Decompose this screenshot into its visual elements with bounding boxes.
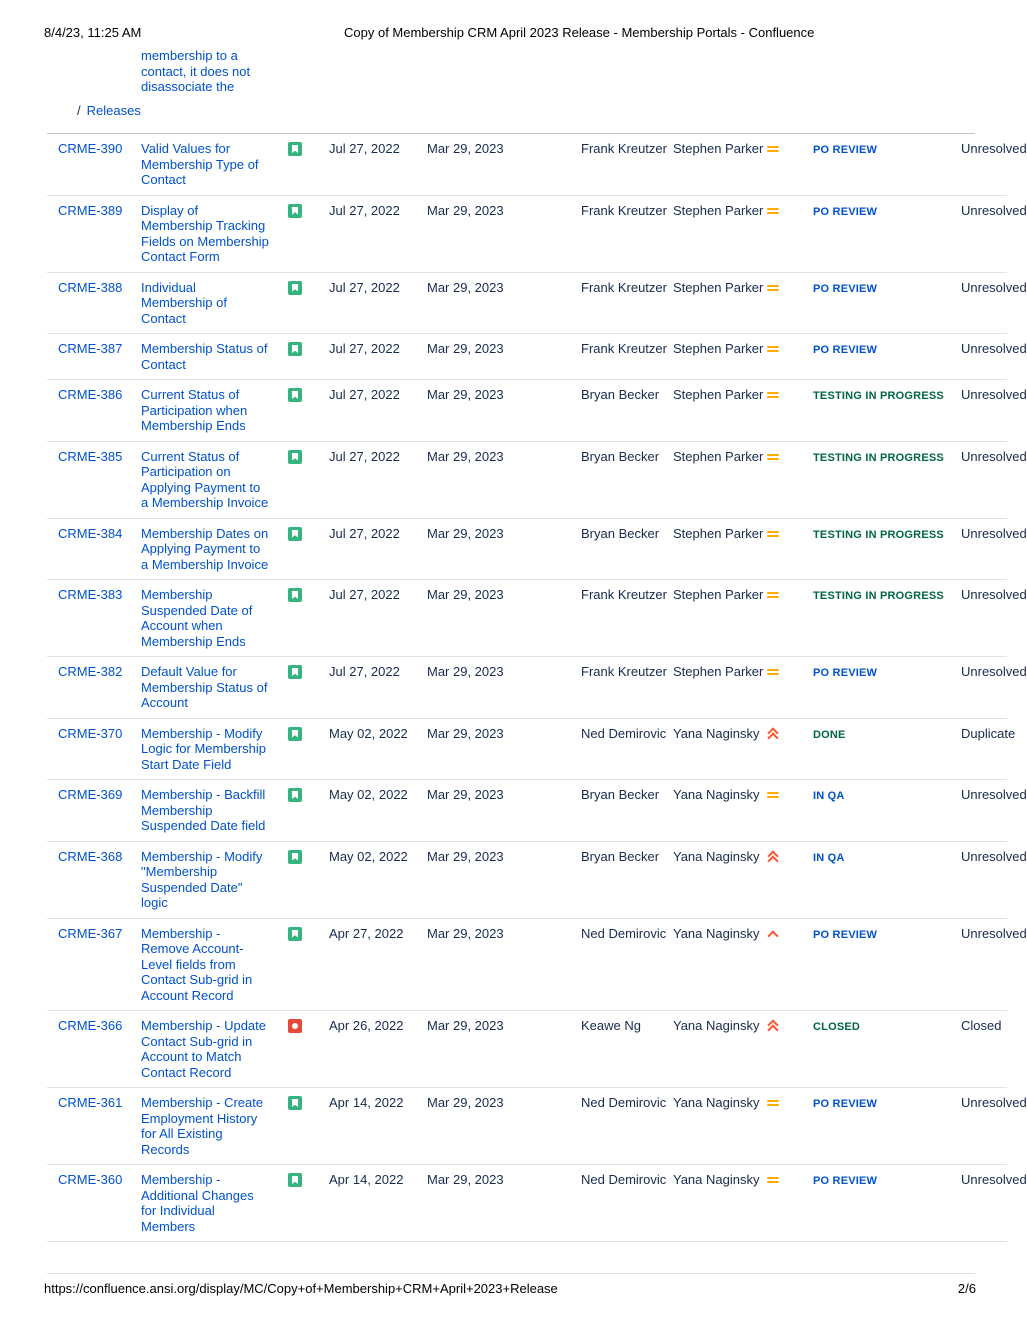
issue-resolution: Unresolved [961,1095,1027,1110]
issue-status-cell [813,657,961,719]
table-row [47,195,1007,272]
issue-key-link[interactable]: CRME-389 [47,195,141,272]
issue-key-link[interactable]: CRME-384 [47,518,141,580]
issue-resolution-cell [961,334,1027,380]
issue-summary-link[interactable]: Default Value for Membership Status of Account [141,664,268,710]
print-datetime: 8/4/23, 11:25 AM [44,25,142,40]
status-badge: TESTING IN PROGRESS [813,390,944,402]
issue-created-date: Apr 14, 2022 [329,1088,427,1165]
issue-key-link[interactable]: CRME-360 [47,1165,141,1242]
issue-priority-cell [766,580,813,657]
issue-created-date: May 02, 2022 [329,780,427,842]
issue-updated-date: Mar 29, 2023 [427,380,581,442]
issue-updated-date: Mar 29, 2023 [427,272,581,334]
issue-key-link[interactable]: CRME-382 [47,657,141,719]
issue-reporter: Yana Naginsky [673,780,766,842]
issue-priority-cell [766,1011,813,1088]
issue-type-cell [287,841,329,918]
table-row [47,918,1007,1011]
issue-updated-date: Mar 29, 2023 [427,918,581,1011]
issue-type-cell [287,918,329,1011]
story-icon [288,1173,302,1187]
issue-reporter: Yana Naginsky [673,1165,766,1242]
issue-created-date: May 02, 2022 [329,841,427,918]
issue-key-link[interactable]: CRME-387 [47,334,141,380]
story-icon [288,142,302,156]
issue-summary-link[interactable]: Current Status of Participation on Applying Payment to a Membership Invoice [141,448,269,510]
table-row [47,272,1007,334]
issue-type-cell [287,1011,329,1088]
issue-created-date: Jul 27, 2022 [329,518,427,580]
issue-summary-cell [141,518,287,580]
issue-assignee: Bryan Becker [581,518,673,580]
issue-summary-cell [141,580,287,657]
issue-summary-cell [141,841,287,918]
story-icon [288,665,302,679]
issue-reporter: Stephen Parker [673,580,766,657]
issue-status-cell [813,1088,961,1165]
issue-resolution-cell [961,1165,1027,1242]
issue-summary-cell [141,334,287,380]
issue-resolution-cell [961,918,1027,1011]
highest-priority-icon [766,850,780,864]
issue-status-cell [813,334,961,380]
story-icon [288,342,302,356]
breadcrumb [77,103,141,118]
issue-assignee: Ned Demirovic [581,1088,673,1165]
issue-reporter: Stephen Parker [673,380,766,442]
medium-priority-icon [766,388,780,402]
breadcrumb-link-releases[interactable]: Releases [86,103,141,118]
issue-resolution: Unresolved [961,1172,1027,1187]
issue-resolution-cell [961,380,1027,442]
issue-reporter: Yana Naginsky [673,918,766,1011]
issue-created-date: Jul 27, 2022 [329,380,427,442]
issue-reporter: Stephen Parker [673,195,766,272]
issue-reporter: Stephen Parker [673,272,766,334]
medium-priority-icon [766,342,780,356]
medium-priority-icon [766,665,780,679]
issue-resolution: Unresolved [961,525,1027,541]
issue-type-cell [287,1088,329,1165]
status-badge: DONE [813,728,846,741]
issue-type-cell [287,272,329,334]
issue-resolution-cell [961,134,1027,195]
issue-assignee: Bryan Becker [581,780,673,842]
issue-summary-link[interactable]: Current Status of Participation when Membership Ends [141,387,248,433]
issue-summary-link[interactable]: Membership Status of Contact [141,341,268,372]
issue-updated-date: Mar 29, 2023 [427,1011,581,1088]
issue-summary-cell [141,1088,287,1165]
issue-summary-cell [141,272,287,334]
issue-resolution-cell [961,718,1016,780]
issue-resolution: Duplicate [961,725,1016,741]
issue-created-date: Jul 27, 2022 [329,334,427,380]
issue-key-link[interactable]: CRME-390 [47,134,141,195]
medium-priority-icon [766,788,780,802]
issue-updated-date: Mar 29, 2023 [427,657,581,719]
issue-priority-cell [766,334,813,380]
table-row [47,380,1007,442]
issue-updated-date: Mar 29, 2023 [427,134,581,195]
issue-resolution-cell [961,1011,1007,1088]
story-icon [288,204,302,218]
issue-reporter: Yana Naginsky [673,841,766,918]
issue-summary-cell [141,657,287,719]
chevron-up-icon [767,930,778,941]
issue-key-link[interactable]: CRME-361 [47,1088,141,1165]
issue-resolution: Unresolved [961,664,1027,679]
print-header [44,25,976,41]
table-row [47,518,1007,580]
issue-assignee: Ned Demirovic [581,918,673,1011]
issue-resolution: Unresolved [961,448,1027,464]
issue-updated-date: Mar 29, 2023 [427,441,581,518]
issue-status-cell [813,134,961,195]
issue-created-date: Jul 27, 2022 [329,195,427,272]
issue-priority-cell [766,195,813,272]
table-row [47,1088,1007,1165]
issue-resolution-cell [961,1088,1027,1165]
jira-issues-table [47,133,1027,1242]
issue-key-link[interactable]: CRME-368 [47,841,141,918]
status-badge: TESTING IN PROGRESS [813,528,944,541]
table-row [47,657,1007,719]
status-badge: PO REVIEW [813,282,878,295]
status-badge: IN QA [813,851,845,864]
highest-priority-icon [766,727,780,741]
issue-priority-cell [766,441,813,518]
status-badge: PO REVIEW [813,667,878,679]
issue-reporter: Stephen Parker [673,134,766,195]
issue-resolution: Unresolved [961,387,1027,402]
issue-summary-link[interactable]: Membership Suspended Date of Account when Membership Ends [141,587,253,649]
issue-summary-cell [141,780,287,842]
issue-created-date: Jul 27, 2022 [329,272,427,334]
issue-summary-link[interactable]: Membership Dates on Applying Payment to a Membership Invoice [141,525,269,572]
issue-updated-date: Mar 29, 2023 [427,780,581,842]
story-icon [288,450,302,464]
story-icon [288,727,302,741]
table-row [47,441,1007,518]
issue-assignee: Frank Kreutzer [581,657,673,719]
issue-assignee: Frank Kreutzer [581,580,673,657]
issue-type-cell [287,380,329,442]
issue-created-date: Jul 27, 2022 [329,657,427,719]
medium-priority-icon [766,588,780,602]
story-icon [288,588,302,602]
story-icon [288,788,302,802]
issue-resolution-cell [961,841,1027,918]
issue-summary-link[interactable]: Membership - Update Contact Sub-grid in Account to Match Contact Record [141,1018,266,1080]
issue-assignee: Bryan Becker [581,380,673,442]
issue-status-cell [813,518,961,580]
table-row [47,334,1007,380]
highest-priority-icon [766,1019,780,1033]
story-icon [288,1096,302,1110]
issue-priority-cell [766,134,813,195]
table-row [47,134,1007,195]
status-badge: PO REVIEW [813,1098,878,1110]
issue-status-cell [813,195,961,272]
issue-type-cell [287,780,329,842]
issue-summary-link[interactable]: Membership - Backfill Membership Suspended Date field [141,787,266,833]
issue-reporter: Yana Naginsky [673,1011,766,1088]
issue-resolution-cell [961,195,1027,272]
issue-priority-cell [766,1165,813,1242]
issue-priority-cell [766,841,813,918]
issue-summary-cell [141,718,287,780]
issue-resolution-cell [961,580,1027,657]
footer-divider [47,1273,975,1274]
issue-created-date: Jul 27, 2022 [329,441,427,518]
issue-updated-date: Mar 29, 2023 [427,841,581,918]
issue-key-link[interactable]: CRME-367 [47,918,141,1011]
issue-priority-cell [766,1088,813,1165]
issue-summary-link[interactable]: Display of Membership Tracking Fields on Membership Contact Form [141,202,269,264]
issue-resolution-cell [961,441,1027,518]
issue-summary-cell [141,195,287,272]
medium-priority-icon [766,527,780,541]
issue-priority-cell [766,380,813,442]
issue-assignee: Ned Demirovic [581,718,673,780]
status-badge: PO REVIEW [813,205,878,218]
table-row [47,580,1007,657]
status-badge: PO REVIEW [813,144,878,156]
issue-status-cell [813,918,961,1011]
status-badge: IN QA [813,790,845,802]
issue-priority-cell [766,518,813,580]
high-priority-icon [766,927,780,941]
issue-priority-cell [766,718,813,780]
issue-summary-link[interactable]: Individual Membership of Contact [141,279,227,326]
issue-key-link[interactable]: CRME-383 [47,580,141,657]
table-row [47,1011,1007,1088]
medium-priority-icon [766,1096,780,1110]
issue-resolution-cell [961,780,1027,842]
bug-icon [288,1019,302,1033]
issue-priority-cell [766,918,813,1011]
story-icon [288,281,302,295]
issue-summary-link[interactable]: Membership - Create Employment History for All Existing Records [141,1095,264,1157]
issue-summary-cell [141,1165,287,1242]
issue-summary-link[interactable]: Membership - Modify Logic for Membership Start Date Field [141,725,266,772]
issue-resolution-cell [961,657,1027,719]
issue-created-date: Apr 26, 2022 [329,1011,427,1088]
status-badge: PO REVIEW [813,1175,878,1187]
issue-reporter: Stephen Parker [673,657,766,719]
issue-assignee: Ned Demirovic [581,1165,673,1242]
issue-reporter: Stephen Parker [673,441,766,518]
issue-type-cell [287,441,329,518]
issue-key-link[interactable]: CRME-385 [47,441,141,518]
issue-type-cell [287,134,329,195]
issue-resolution: Unresolved [961,587,1027,602]
issue-resolution: Unresolved [961,787,1027,802]
print-url: https://confluence.ansi.org/display/MC/Copy+of+Membership+CRM+April+2023+Release [44,1281,558,1296]
issue-assignee: Frank Kreutzer [581,272,673,334]
issue-updated-date: Mar 29, 2023 [427,1165,581,1242]
table-row [47,1165,1007,1242]
issue-summary-link[interactable]: Valid Values for Membership Type of Contact [141,141,259,187]
issue-type-cell [287,1165,329,1242]
issue-resolution: Unresolved [961,848,1027,864]
table-row [47,718,1007,780]
issue-status-cell [813,780,961,842]
breadcrumb-separator: / [77,103,81,118]
medium-priority-icon [766,281,780,295]
issue-created-date: Jul 27, 2022 [329,580,427,657]
medium-priority-icon [766,142,780,156]
issue-reporter: Yana Naginsky [673,718,766,780]
issue-resolution: Unresolved [961,279,1027,295]
issue-created-date: Apr 14, 2022 [329,1165,427,1242]
issue-status-cell [813,841,961,918]
issue-status-cell [813,718,961,780]
print-page-title: Copy of Membership CRM April 2023 Release - Membership Portals - Confluence [344,25,815,40]
issue-status-cell [813,272,961,334]
print-page-number: 2/6 [957,1281,976,1296]
issue-assignee: Bryan Becker [581,441,673,518]
issue-key-link[interactable]: CRME-386 [47,380,141,442]
issue-updated-date: Mar 29, 2023 [427,1088,581,1165]
issue-created-date: May 02, 2022 [329,718,427,780]
issue-created-date: Jul 27, 2022 [329,134,427,195]
issue-key-link[interactable]: CRME-369 [47,780,141,842]
issue-assignee: Keawe Ng [581,1011,673,1088]
medium-priority-icon [766,450,780,464]
issue-resolution-cell [961,518,1027,580]
issue-key-link[interactable]: CRME-370 [47,718,141,780]
issue-type-cell [287,718,329,780]
issue-created-date: Apr 27, 2022 [329,918,427,1011]
table-row [47,780,1007,842]
status-badge: PO REVIEW [813,344,878,356]
issue-reporter: Yana Naginsky [673,1088,766,1165]
status-badge: TESTING IN PROGRESS [813,590,944,602]
issue-summary-link[interactable]: Membership - Additional Changes for Individual Members [141,1172,254,1234]
issue-key-link[interactable]: CRME-388 [47,272,141,334]
issue-status-cell [813,380,961,442]
issue-status-cell [813,1165,961,1242]
issue-resolution: Unresolved [961,341,1027,356]
issue-priority-cell [766,780,813,842]
story-icon [288,388,302,402]
issue-assignee: Frank Kreutzer [581,195,673,272]
medium-priority-icon [766,204,780,218]
issue-updated-date: Mar 29, 2023 [427,334,581,380]
issue-rows [47,134,1027,1242]
issue-updated-date: Mar 29, 2023 [427,195,581,272]
medium-priority-icon [766,1173,780,1187]
status-badge: TESTING IN PROGRESS [813,451,944,464]
issue-summary-cell [141,441,287,518]
issue-type-cell [287,580,329,657]
issue-status-cell [813,580,961,657]
issue-resolution: Unresolved [961,141,1027,156]
issue-reporter: Stephen Parker [673,334,766,380]
issue-type-cell [287,518,329,580]
issue-updated-date: Mar 29, 2023 [427,518,581,580]
issue-updated-date: Mar 29, 2023 [427,580,581,657]
issue-summary-cell [141,918,287,1011]
table-row [47,841,1007,918]
issue-summary-cell [141,1011,287,1088]
story-icon [288,527,302,541]
issue-assignee: Frank Kreutzer [581,334,673,380]
issue-resolution: Unresolved [961,202,1027,218]
issue-reporter: Stephen Parker [673,518,766,580]
issue-status-cell [813,1011,961,1088]
issue-priority-cell [766,272,813,334]
issue-resolution: Unresolved [961,925,1027,941]
issue-type-cell [287,657,329,719]
issue-status-cell [813,441,961,518]
issue-summary-link[interactable]: Membership - Remove Account-Level fields from Contact Sub-grid in Account Record [141,925,253,1003]
issue-assignee: Frank Kreutzer [581,134,673,195]
status-badge: CLOSED [813,1021,861,1033]
clipped-issue-description[interactable]: membership to a contact, it does not disassociate the [141,48,251,94]
issue-summary-cell [141,134,287,195]
issue-priority-cell [766,657,813,719]
issue-updated-date: Mar 29, 2023 [427,718,581,780]
issue-resolution: Closed [961,1018,1002,1033]
story-icon [288,927,302,941]
issue-type-cell [287,195,329,272]
issue-assignee: Bryan Becker [581,841,673,918]
issue-key-link[interactable]: CRME-366 [47,1011,141,1088]
issue-summary-link[interactable]: Membership - Modify "Membership Suspended Date" logic [141,848,263,910]
issue-summary-cell [141,380,287,442]
issue-resolution-cell [961,272,1027,334]
print-footer [44,1281,976,1297]
issue-type-cell [287,334,329,380]
story-icon [288,850,302,864]
status-badge: PO REVIEW [813,928,878,941]
